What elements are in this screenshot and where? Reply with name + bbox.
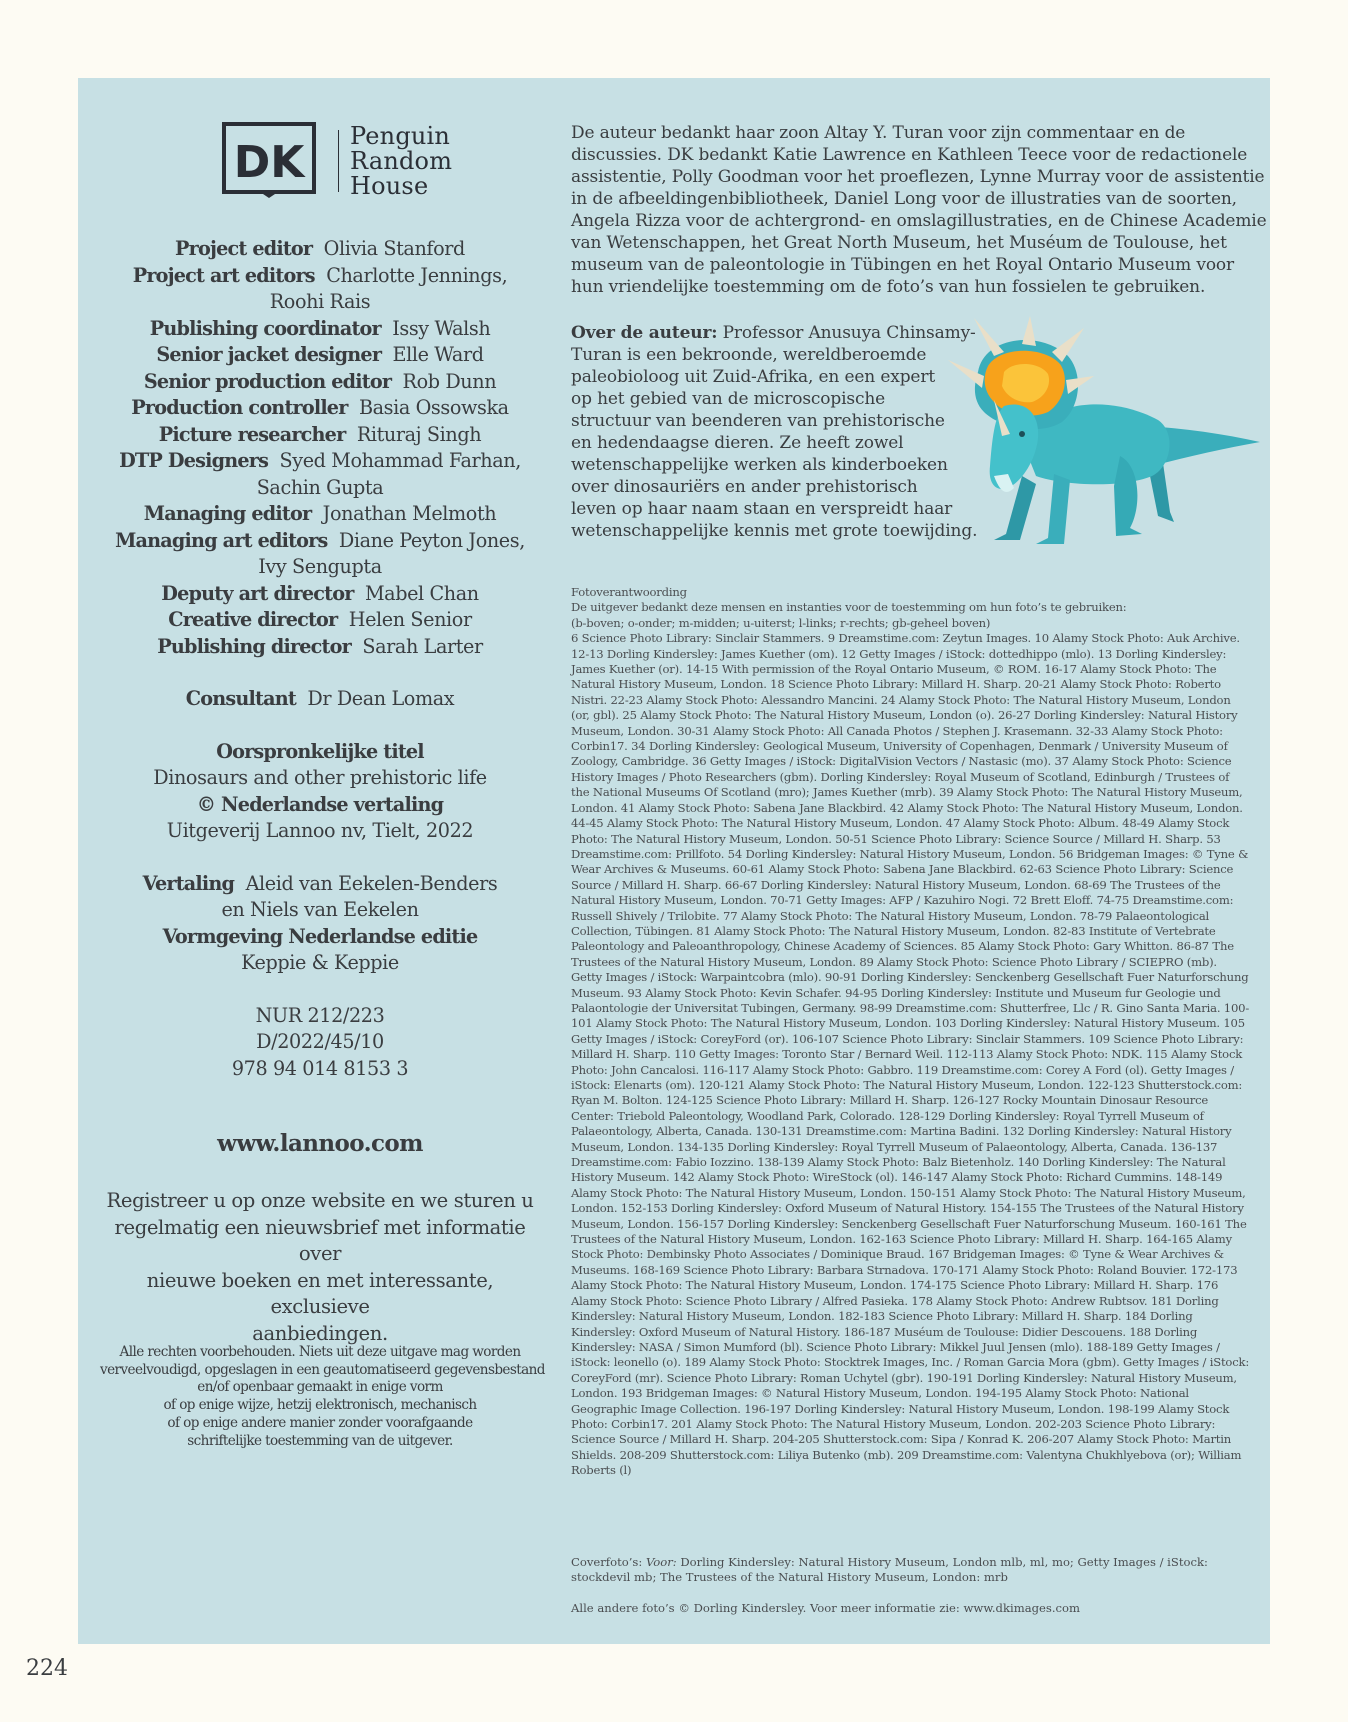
credit-name: Dr Dean Lomax — [307, 687, 455, 710]
acknowledgement-line: hun vriendelijke toestemming om de foto’s van hun fossielen te gebruiken. — [571, 277, 1206, 297]
credit-name: Mabel Chan — [364, 581, 479, 605]
credit-role: Publishing director — [157, 634, 351, 658]
consultant-line — [100, 686, 540, 713]
website-link[interactable]: www.lannoo.com — [217, 1130, 423, 1157]
credit-role: Senior production editor — [143, 369, 392, 393]
author-line: op het gebied van de microscopische — [571, 389, 886, 409]
credit-name: Basia Ossowska — [358, 396, 509, 419]
credit-line — [100, 634, 540, 661]
penguin-random-house-wordmark — [350, 124, 452, 199]
author-first-line: Professor Anusuya Chinsamy- — [717, 323, 976, 343]
cover-credits-front-label: Voor: — [645, 1555, 677, 1569]
newsletter-line: aanbiedingen. — [252, 1321, 388, 1345]
styracosaurus-illustration — [944, 316, 1260, 550]
author-line — [571, 322, 976, 344]
photo-credits-intro: De uitgever bedankt deze mensen en instanties voor de toestemming om hun foto’s te gebruiken: — [571, 600, 1127, 615]
credit-line — [100, 501, 540, 528]
other-photos-note: Alle andere foto’s © Dorling Kindersley. Voor meer informatie zie: www.dkimages.com — [571, 1601, 1081, 1615]
credit-name-continued: en Niels van Eekelen — [221, 898, 419, 921]
author-line: en hedendaagse dieren. Ze heeft zowel — [571, 433, 904, 453]
credit-line — [100, 422, 540, 449]
original-title-heading-text: Oorspronkelijke titel — [216, 739, 424, 763]
credit-role: Managing art editors — [115, 528, 328, 552]
publisher-logo — [222, 122, 482, 202]
credit-line — [100, 263, 540, 290]
cover-credits — [571, 1555, 1251, 1586]
credit-name: Aleid van Eekelen-Benders — [245, 871, 498, 895]
credit-name: Sarah Larter — [362, 634, 483, 658]
isbn: 978 94 014 8153 3 — [231, 1056, 409, 1080]
rights-line: of op enige wijze, hetzij elektronisch, mechanisch — [163, 1397, 477, 1414]
design-heading-text: Vormgeving Nederlandse editie — [162, 924, 478, 948]
acknowledgement-line: assistentie, Polly Goodman voor het proeflezen, Lynne Murray voor de assistentie — [571, 167, 1265, 187]
credit-name: Diane Peyton Jones, — [338, 528, 525, 552]
credit-name: Helen Senior — [348, 608, 472, 631]
credit-line — [100, 395, 540, 422]
credit-role: Publishing coordinator — [149, 316, 381, 340]
dk-logo-letters: DK — [233, 137, 305, 188]
author-label: Over de auteur: — [571, 323, 718, 343]
wordmark-line: Random — [350, 147, 453, 175]
rights-notice — [100, 1344, 545, 1450]
credit-role: Project editor — [175, 237, 313, 260]
acknowledgements — [571, 122, 1267, 298]
depot-number: D/2022/45/10 — [256, 1030, 384, 1053]
acknowledgement-line: De auteur bedankt haar zoon Altay Y. Turan voor zijn commentaar en de — [571, 123, 1186, 143]
photo-credits-body: 6 Science Photo Library: Sinclair Stammers. 9 Dreamstime.com: Zeytun Images. 10 Alamy Stock Photo: Auk Archive. 12-13 Dorling Kindersley: James Kuether (om). 12 Getty Images / iStock: dottedhippo (mlo). 13 Dorling Kindersley: James Kuether (or). 14-15 With permission of the Royal Ontario Museum, © ROM. 16-17 Alamy Stock Photo: The Natural History Museum, London. 18 Science Photo Library: Millard H. Sharp. 20-21 Alamy Stock Photo: Roberto Nistri. 22-23 Alamy Stock Photo: Alessandro Mancini. 24 Alamy Stock Photo: The Natural History Museum, London (or, gbl). 25 Alamy Stock Photo: The Natural History Museum, London (o). 26-27 Dorling Kindersley: Natural History Museum, London. 30-31 Alamy Stock Photo: All Canada Photos / Stephen J. Krasemann. 32-33 Alamy Stock Photo: Corbin17. 34 Dorling Kindersley: Geological Museum, University of Copenhagen, Denmark / University Museum of Zoology, Cambridge. 36 Getty Images / iStock: DigitalVision Vectors / Nastasic (mo). 37 Alamy Stock Photo: Science History Images / Photo Researchers (gbm). Dorling Kindersley: Royal Museum of Scotland, Edinburgh / Trustees of the National Museums Of Scotland (mro); James Kuether (mrb). 39 Alamy Stock Photo: The Natural History Museum, London. 41 Alamy Stock Photo: Sabena Jane Blackbird. 42 Alamy Stock Photo: The Natural History Museum, London. 44-45 Alamy Stock Photo: The Natural History Museum, London. 47 Alamy Stock Photo: Album. 48-49 Alamy Stock Photo: The Natural History Museum, London. 50-51 Science Photo Library: Science Source / Millard H. Sharp. 53 Dreamstime.com: Prillfoto. 54 Dorling Kindersley: Natural History Museum, London. 56 Bridgeman Images: © Tyne & Wear Archives & Museums. 60-61 Alamy Stock Photo: Sabena Jane Blackbird. 62-63 Science Photo Library: Science Source / Millard H. Sharp. 66-67 Dorling Kindersley: Natural History Museum, London. 68-69 The Trustees of the Natural History Museum, London. 70-71 Getty Images: AFP / Kazuhiro Nogi. 72 Brett Eloff. 74-75 Dreamstime.com: Russell Shively / Trilobite. 77 Alamy Stock Photo: The Natural History Museum, London. 78-79 Palaeontological Collection, Tübingen. 81 Alamy Stock Photo: The Natural History Museum, London. 82-83 Institute of Vertebrate Paleontology and Paleoanthropology, Chinese Academy of Sciences. 85 Alamy Stock Photo: Gary Whitton. 86-87 The Trustees of the Natural History Museum, London. 89 Alamy Stock Photo: Science Photo Library / SCIEPRO (mb). Getty Images / iStock: Warpaintcobra (mlo). 90-91 Dorling Kindersley: Senckenberg Gesellschaft Fuer Naturforschung Museum. 93 Alamy Stock Photo: Kevin Schafer. 94-95 Dorling Kindersley: Institute und Museum fur Geologie und Palaontologie der Universitat Tubingen, Germany. 98-99 Dreamstime.com: Shutterfree, Llc / R. Gino Santa Maria. 100-101 Alamy Stock Photo: The Natural History Museum, London. 103 Dorling Kindersley: Natural History Museum. 105 Getty Images / iStock: CoreyFord (or). 106-107 Science Photo Library: Sinclair Stammers. 109 Science Photo Library: Millard H. Sharp. 110 Getty Images: Toronto Star / Bernard Weil. 112-113 Alamy Stock Photo: NDK. 115 Alamy Stock Photo: John Cancalosi. 116-117 Alamy Stock Photo: Gabbro. 119 Dreamstime.com: Corey A Ford (ol). Getty Images / iStock: Elenarts (om). 120-121 Alamy Stock Photo: The Natural History Museum, London. 122-123 Shutterstock.com: Ryan M. Bolton. 124-125 Science Photo Library: Millard H. Sharp. 126-127 Rocky Mountain Dinosaur Resource Center: Triebold Paleontology, Woodland Park, Colorado. 128-129 Dorling Kindersley: Royal Tyrrell Museum of Palaeontology, Alberta, Canada. 130-131 Dreamstime.com: Martina Badini. 132 Dorling Kindersley: Natural History Museum, London. 134-135 Dorling Kindersley: Royal Tyrrell Museum of Palaeontology, Alberta, Canada. 136-137 Dreamstime.com: Fabio Iozzino. 138-139 Alamy Stock Photo: Balz Bietenholz. 140 Dorling Kindersley: The Natural History Museum. 142 Alamy Stock Photo: WireStock (ol). 146-147 Alamy Stock Photo: Richard Cummins. 148-149 Alamy Stock Photo: The Natural History Museum, London. 150-151 Alamy Stock Photo: The Natural History Museum, London. 152-153 Dorling Kindersley: Oxford Museum of Natural History. 154-155 The Trustees of the Natural History Museum, London. 156-157 Dorling Kindersley: Senckenberg Gesellschaft Fuer Naturforschung Museum. 160-161 The Trustees of the Natural History Museum, London. 162-163 Science Photo Library: Millard H. Sharp. 164-165 Alamy Stock Photo: Dembinsky Photo Associates / Dominique Braud. 167 Bridgeman Images: © Tyne & Wear Archives & Museums. 168-169 Science Photo Library: Barbara Strnadova. 170-171 Alamy Stock Photo: Roland Bouvier. 172-173 Alamy Stock Photo: The Natural History Museum, London. 174-175 Science Photo Library: Millard H. Sharp. 176 Alamy Stock Photo: Science Photo Library / Alfred Pasieka. 178 Alamy Stock Photo: Andrew Rubtsov. 181 Dorling Kindersley: Natural History Museum, London. 182-183 Science Photo Library: Millard H. Sharp. 184 Dorling Kindersley: Oxford Museum of Natural History. 186-187 Muséum de Toulouse: Didier Descouens. 188 Dorling Kindersley: NASA / Simon Mumford (bl). Science Photo Library: Mikkel Juul Jensen (mlo). 188-189 Getty Images / iStock: leonello (o). 189 Alamy Stock Photo: Stocktrek Images, Inc. / Roman Garcia Mora (gbm). Getty Images / iStock: CoreyFord (mr). Science Photo Library: Roman Uchytel (gbr). 190-191 Dorling Kindersley: Natural History Museum, London. 193 Bridgeman Images: © Natural History Museum, London. 194-195 Alamy Stock Photo: National Geographic Image Collection. 196-197 Dorling Kindersley: Natural History Museum, London. 198-199 Alamy Stock Photo: Corbin17. 201 Alamy Stock Photo: The Natural History Museum, London. 202-203 Science Photo Library: Science Source / Millard H. Sharp. 204-205 Shutterstock.com: Sipa / Konrad K. 206-207 Alamy Stock Photo: Martin Shields. 208-209 Shutterstock.com: Liliya Butenko (mb). 209 Dreamstime.com: Valentyna Chukhlyebova (or); William Roberts (l) — [571, 631, 1250, 1478]
wordmark-line: Penguin — [350, 122, 451, 150]
content-panel — [78, 78, 1270, 1644]
credit-name-continued: Sachin Gupta — [256, 475, 384, 499]
credit-line — [100, 316, 540, 343]
design-name: Keppie & Keppie — [241, 951, 399, 974]
acknowledgement-line: discussies. DK bedankt Katie Lawrence en Kathleen Teece voor de redactionele — [571, 145, 1248, 165]
credit-line — [100, 528, 540, 555]
credit-role: Production controller — [131, 396, 348, 419]
newsletter-text — [100, 1188, 540, 1347]
translation-copyright-heading — [100, 792, 540, 819]
credit-name: Rob Dunn — [402, 369, 497, 393]
staff-credits — [100, 236, 540, 1082]
credit-name: Jonathan Melmoth — [322, 502, 497, 525]
photo-credits-heading: Fotoverantwoording — [571, 585, 687, 599]
dk-logo-icon — [222, 122, 316, 198]
credit-role: Deputy art director — [161, 581, 354, 605]
author-line: leven op haar naam staan en verspreidt haar — [571, 499, 953, 519]
photo-credits-key: (b-boven; o-onder; m-midden; u-uiterst; l-links; r-rechts; gb-geheel boven) — [571, 615, 991, 630]
rights-line: verveelvoudigd, opgeslagen in een geautomatiseerd gegevensbestand — [100, 1361, 545, 1378]
photo-credits — [571, 585, 1251, 1479]
rights-line: of op enige andere manier zonder voorafgaande — [167, 1414, 473, 1431]
credit-line — [100, 448, 540, 475]
credit-role: Consultant — [185, 687, 296, 710]
translator-line — [100, 871, 540, 898]
credit-name: Olivia Stanford — [323, 237, 465, 260]
page-number: 224 — [26, 1656, 68, 1681]
credit-name: Syed Mohammad Farhan, — [279, 449, 521, 472]
newsletter-line: regelmatig een nieuwsbrief met informatie over — [114, 1215, 526, 1265]
rights-line: schriftelijke toestemming van de uitgever. — [187, 1432, 453, 1449]
logo-divider — [338, 130, 339, 192]
credit-role: Managing editor — [143, 502, 312, 525]
acknowledgement-line: museum van de paleontologie in Tübingen en het Royal Ontario Museum voor — [571, 255, 1234, 275]
credit-name-continued: Roohi Rais — [269, 290, 371, 313]
author-line: Turan is een bekroonde, wereldberoemde — [571, 345, 927, 365]
design-heading — [100, 924, 540, 951]
newsletter-line: nieuwe boeken en met interessante, exclusieve — [146, 1268, 494, 1318]
rights-line: en/of openbaar gemaakt in enige vorm — [197, 1379, 443, 1396]
credit-line — [100, 236, 540, 263]
original-title-heading — [100, 739, 540, 766]
credit-line — [100, 369, 540, 396]
credit-name-continued: Ivy Sengupta — [258, 555, 382, 578]
newsletter-line: Registreer u op onze website en we sturen u — [106, 1189, 534, 1212]
acknowledgement-line: in de afbeeldingenbibliotheek, Daniel Long voor de illustraties van de soorten, — [571, 189, 1237, 209]
author-line: wetenschappelijke kennis met grote toewijding. — [571, 521, 978, 541]
author-line: wetenschappelijke werken als kinderboeken — [571, 455, 948, 475]
credit-role: Creative director — [168, 608, 338, 631]
credit-role: Senior jacket designer — [156, 343, 382, 366]
about-author — [571, 322, 978, 542]
credit-name: Rituraj Singh — [356, 422, 482, 446]
translation-copyright-heading-text: © Nederlandse vertaling — [196, 792, 444, 816]
cover-credits-label: Coverfoto’s: — [571, 1555, 643, 1569]
rights-line: Alle rechten voorbehouden. Niets uit deze uitgave mag worden — [119, 1344, 521, 1360]
original-title: Dinosaurs and other prehistoric life — [153, 766, 487, 789]
credit-role: DTP Designers — [119, 449, 269, 472]
author-line: paleobioloog uit Zuid-Afrika, en een expert — [571, 367, 936, 387]
credit-line — [100, 607, 540, 634]
acknowledgement-line: van Wetenschappen, het Great North Museum, het Muséum de Toulouse, het — [571, 233, 1227, 253]
author-line: structuur van beenderen van prehistorische — [571, 411, 945, 431]
credit-role: Vertaling — [142, 871, 235, 895]
credit-name: Elle Ward — [392, 343, 484, 366]
wordmark-line: House — [350, 172, 429, 200]
credit-name: Charlotte Jennings, — [326, 263, 508, 287]
credit-name: Issy Walsh — [392, 316, 491, 340]
dutch-publisher: Uitgeverij Lannoo nv, Tielt, 2022 — [166, 819, 474, 842]
author-line: over dinosauriërs en ander prehistorisch — [571, 477, 918, 497]
credit-role: Picture researcher — [158, 422, 346, 446]
credit-line — [100, 581, 540, 608]
credit-role: Project art editors — [132, 263, 315, 287]
cover-credits-text: Dorling Kindersley: Natural History Museum, London mlb, ml, mo; Getty Images / iStock: stockdevil mb; The Trustees of the Natural History Museum, London: mrb — [571, 1555, 1208, 1585]
nur-code: NUR 212/223 — [255, 1003, 385, 1027]
acknowledgement-line: Angela Rizza voor de achtergrond- en omslagillustraties, en de Chinese Academie — [571, 211, 1267, 231]
credit-line — [100, 342, 540, 369]
